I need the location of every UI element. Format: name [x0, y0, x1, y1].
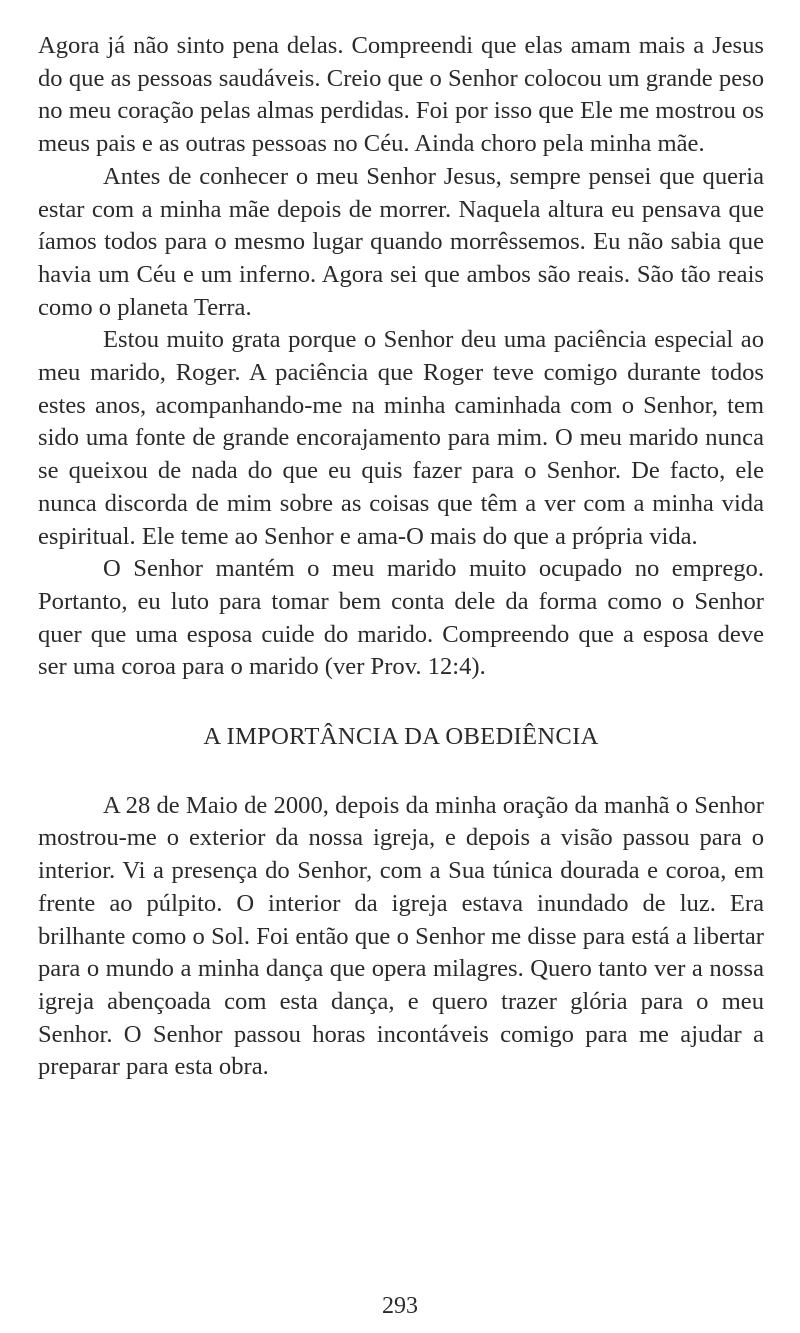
- page-body: [38, 30, 764, 1084]
- section-heading: A IMPORTÂNCIA DA OBEDIÊNCIA: [203, 723, 599, 751]
- paragraph-1: Agora já não sinto pena delas. Compreendi que elas amam mais a Jesus do que as pessoas saudáveis. Creio que o Senhor colocou um grande peso no meu coração pelas almas perdidas. Foi por isso que Ele me mostrou os meus pais e as outras pessoas no Céu. Ainda choro pela minha mãe.: [38, 32, 764, 158]
- paragraph-2: Antes de conhecer o meu Senhor Jesus, sempre pensei que queria estar com a minha mãe depois de morrer. Naquela altura eu pensava que íamos todos para o mesmo lugar quando morrêssemos. Eu não sabia que havia um Céu e um inferno. Agora sei que ambos são reais. São tão reais como o planeta Terra.: [38, 162, 764, 321]
- page-number: 293: [382, 1293, 418, 1319]
- paragraph-5: A 28 de Maio de 2000, depois da minha oração da manhã o Senhor mostrou-me o exterior da nossa igreja, e depois a visão passou para o interior. Vi a presença do Senhor, com a Sua túnica dourada e coroa, em frente ao púlpito. O interior da igreja estava inundado de luz. Era brilhante como o Sol. Foi então que o Senhor me disse para está a libertar para o mundo a minha dança que opera milagres. Quero tanto ver a nossa igreja abençoada com esta dança, e quero trazer glória para o meu Senhor. O Senhor passou horas incontáveis comigo para me ajudar a preparar para esta obra.: [38, 791, 764, 1081]
- paragraph-3: Estou muito grata porque o Senhor deu uma paciência especial ao meu marido, Roger. A paciência que Roger teve comigo durante todos estes anos, acompanhando-me na minha caminhada com o Senhor, tem sido uma fonte de grande encorajamento para mim. O meu marido nunca se queixou de nada do que eu quis fazer para o Senhor. De facto, ele nunca discorda de mim sobre as coisas que têm a ver com a minha vida espiritual. Ele teme ao Senhor e ama-O mais do que a própria vida.: [38, 326, 764, 550]
- paragraph-4: O Senhor mantém o meu marido muito ocupado no emprego. Portanto, eu luto para tomar bem conta dele da forma como o Senhor quer que uma esposa cuide do marido. Compreendo que a esposa deve ser uma coroa para o marido (ver Prov. 12:4).: [38, 555, 764, 681]
